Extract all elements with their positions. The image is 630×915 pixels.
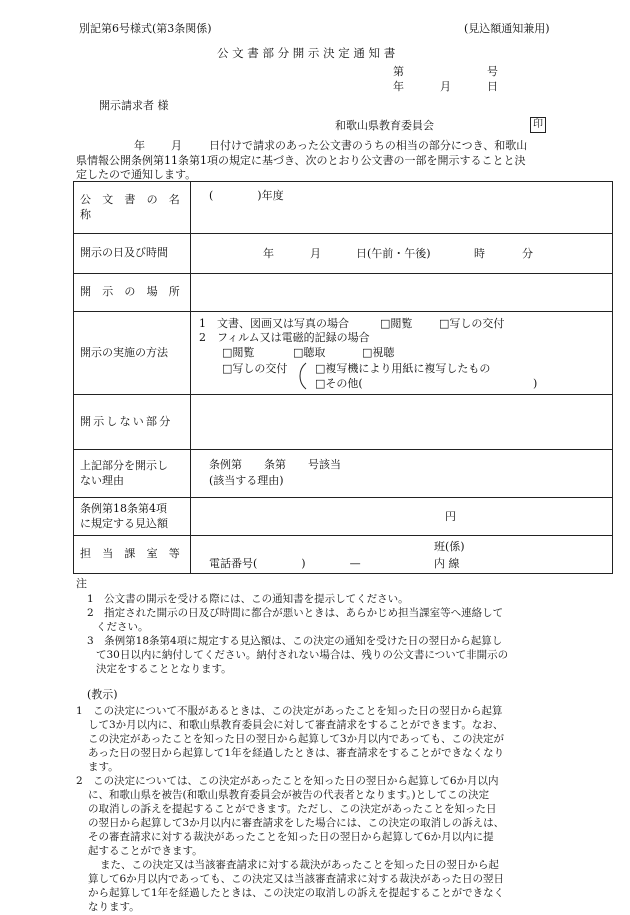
value-disclosure-place[interactable] xyxy=(191,274,613,312)
date-day: 日 xyxy=(487,80,498,93)
row-nondisclosure-reason xyxy=(74,450,613,498)
datetime-day-ampm: 日(午前・午後) xyxy=(356,247,431,260)
instruction-1-line-3: この決定があったことを知った日の翌日から起算して3か月以内であっても、この決定が xyxy=(88,733,504,745)
label-contact-section: 担 当 課 室 等 xyxy=(74,536,191,574)
document-title: 公 文 書 部 分 開 示 決 定 通 知 書 xyxy=(217,46,396,60)
option-other[interactable]: □その他( xyxy=(315,377,363,390)
value-undisclosed-part[interactable] xyxy=(191,395,613,450)
label-disclosure-place: 開 示 の 場 所 xyxy=(74,274,191,312)
instruction-3-line-4: なります。 xyxy=(88,901,140,913)
note-1: 1 公文書の開示を受ける際には、この通知書を提示してください。 xyxy=(87,593,409,605)
instruction-1-line-2: して3か月以内に、和歌山県教育委員会に対して審査請求をすることができます。なお、 xyxy=(88,719,504,731)
intro-line-3: 定したので通知します。 xyxy=(76,168,197,181)
option-browse[interactable]: □閲覧 xyxy=(380,317,413,330)
option-copy[interactable]: □写しの交付 xyxy=(439,317,505,330)
label-document-name: 公 文 書 の 名 称 xyxy=(74,182,191,234)
form-variant: (見込額通知兼用) xyxy=(464,22,550,35)
option-copy-film[interactable]: □写しの交付 xyxy=(222,362,288,375)
option-copier[interactable]: □複写機により用紙に複写したもの xyxy=(315,362,491,375)
applicable-reason: (該当する理由) xyxy=(209,474,284,487)
intro-line-2: 県情報公開条例第11条第1項の規定に基づき、次のとおり公文書の一部を開示することと決 xyxy=(76,154,526,167)
number-prefix: 第 xyxy=(393,65,404,78)
disclosure-form-table xyxy=(73,181,613,574)
seal-box: 印 xyxy=(530,117,546,133)
label-nondisclosure-reason: 上記部分を開示し ない理由 xyxy=(74,450,191,498)
method-film-line: 2 フィルム又は電磁的記録の場合 xyxy=(199,331,370,344)
option-browse-film[interactable]: □閲覧 xyxy=(222,346,255,359)
datetime-year: 年 xyxy=(263,247,274,260)
label-undisclosed-part: 開示しない部分 xyxy=(74,395,191,450)
row-disclosure-place xyxy=(74,274,613,312)
section-unit: 班(係) xyxy=(434,540,465,553)
instruction-2-line-1: 2 この決定については、この決定があったことを知った日の翌日から起算して6か月以内 xyxy=(76,775,499,787)
instruction-1-line-1: 1 この決定について不服があるときは、この決定があったことを知った日の翌日から起算 xyxy=(76,705,503,717)
option-view[interactable]: □視聴 xyxy=(362,346,395,359)
instruction-2-line-6: 起することができます。 xyxy=(88,845,203,857)
instruction-3-line-1: また、この決定又は当該審査請求に対する裁決があったことを知った日の翌日から起 xyxy=(100,859,499,871)
number-suffix: 号 xyxy=(487,65,498,78)
intro-line-1: 日付けで請求のあった公文書のうちの相当の部分につき、和歌山 xyxy=(209,139,528,152)
row-undisclosed-part xyxy=(74,395,613,450)
row-disclosure-method xyxy=(74,312,613,395)
fiscal-year-text: ( )年度 xyxy=(209,189,284,202)
datetime-minute: 分 xyxy=(522,247,533,260)
addressee: 開示請求者 様 xyxy=(99,99,169,112)
value-nondisclosure-reason[interactable] xyxy=(191,450,613,498)
instruction-3-line-3: から起算して1年を経過したときは、この決定の取消しの訴えを提起することができなく xyxy=(88,887,505,899)
row-estimated-amount xyxy=(74,498,613,536)
extension: 内 線 xyxy=(434,557,460,570)
value-disclosure-method xyxy=(191,312,613,395)
form-number: 別記第6号様式(第3条関係) xyxy=(79,22,212,35)
value-contact-section[interactable] xyxy=(191,536,613,574)
label-disclosure-method: 開示の実施の方法 xyxy=(74,312,191,395)
label-disclosure-datetime: 開示の日及び時間 xyxy=(74,234,191,274)
value-document-name[interactable] xyxy=(191,182,613,234)
date-month: 月 xyxy=(440,80,451,93)
intro-month: 月 xyxy=(171,139,182,152)
instruction-1-line-4: あった日の翌日から起算して1年を経過したときは、審査請求をすることができなくなり xyxy=(88,747,505,759)
row-document-name xyxy=(74,182,613,234)
datetime-hour: 時 xyxy=(474,247,485,260)
value-estimated-amount[interactable] xyxy=(191,498,613,536)
instruction-heading: (教示) xyxy=(87,688,118,701)
option-other-close: ) xyxy=(533,377,538,390)
clause-reference: 条例第 条第 号該当 xyxy=(209,458,341,471)
instruction-2-line-5: その審査請求に対する裁決があったことを知った日の翌日から起算して6か月以内に提 xyxy=(88,831,494,843)
option-listen[interactable]: □聴取 xyxy=(293,346,326,359)
value-disclosure-datetime[interactable] xyxy=(191,234,613,274)
note-3-line-2: て30日以内に納付してください。納付されない場合は、残りの公文書について非開示の xyxy=(96,649,509,661)
notes-heading: 注 xyxy=(76,577,87,590)
instruction-1-line-5: ます。 xyxy=(88,761,119,773)
instruction-2-line-2: に、和歌山県を被告(和歌山県教育委員会が被告の代表者となります。)としてこの決定 xyxy=(88,789,490,801)
label-estimated-amount: 条例第18条第4項 に規定する見込額 xyxy=(74,498,191,536)
yen-unit: 円 xyxy=(445,510,456,523)
row-contact-section xyxy=(74,536,613,574)
issuer: 和歌山県教育委員会 xyxy=(335,119,434,132)
datetime-month: 月 xyxy=(310,247,321,260)
brace-icon xyxy=(298,362,308,390)
note-3-line-3: 決定をすることとなります。 xyxy=(96,663,232,675)
date-year: 年 xyxy=(393,80,404,93)
note-2-line-1: 2 指定された開示の日及び時間に都合が悪いときは、あらかじめ担当課室等へ連絡して xyxy=(87,607,504,619)
row-disclosure-datetime xyxy=(74,234,613,274)
instruction-3-line-2: 算して6か月以内であっても、この決定又は当該審査請求に対する裁決があった日の翌日 xyxy=(88,873,504,885)
instruction-2-line-4: の翌日から起算して3か月以内に審査請求をした場合には、この決定の取消しの訴えは、 xyxy=(88,817,505,829)
phone-number: 電話番号( ) — xyxy=(209,557,361,570)
instruction-2-line-3: の取消しの訴えを提起することができます。ただし、この決定があったことを知った日 xyxy=(88,803,497,815)
method-document-line: 1 文書、図画又は写真の場合 xyxy=(199,317,349,330)
intro-year: 年 xyxy=(134,139,145,152)
note-3-line-1: 3 条例第18条第4項に規定する見込額は、この決定の通知を受けた日の翌日から起算し xyxy=(87,635,503,647)
note-2-line-2: ください。 xyxy=(96,621,149,633)
